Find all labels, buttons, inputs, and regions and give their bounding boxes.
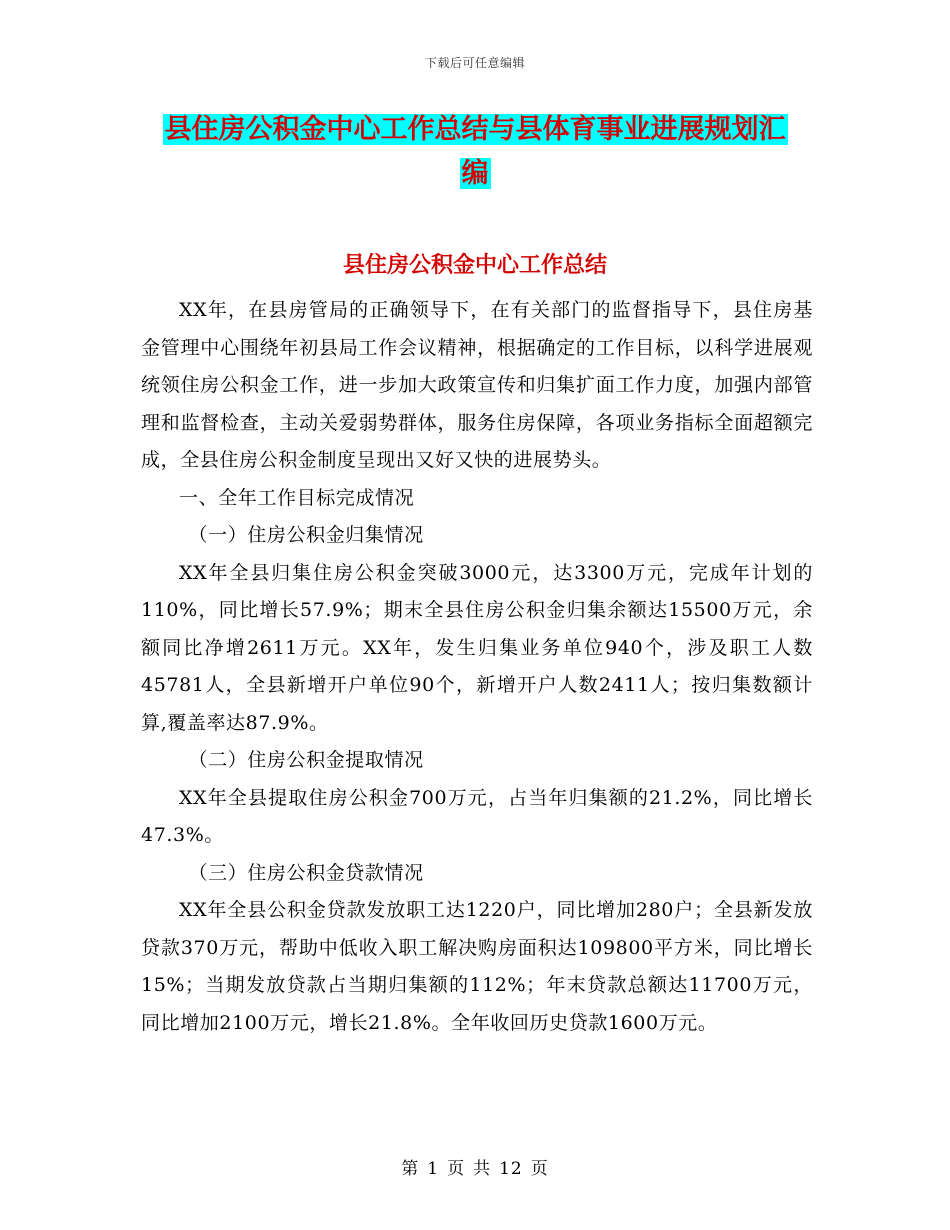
body-text <box>141 292 813 1042</box>
header-note: 下载后可任意编辑 <box>424 56 525 70</box>
subheading-withdrawal: （二）住房公积金提取情况 <box>188 749 424 771</box>
footer-mid: 页 <box>447 1159 466 1179</box>
paragraph-collection: XX年全县归集住房公积金突破3000元，达3300万元，完成年计划的110%，同比增长57.9%；期末全县住房公积金归集余额达15500万元，余额同比净增2611万元。XX年，发生归集业务单位940个，涉及职工人数45781人，全县新增开户单位90个，新增开户人数2411人；按归集数额计算,覆盖率达87.9%。 <box>141 561 813 734</box>
subheading-loans: （三）住房公积金贷款情况 <box>188 861 424 884</box>
paragraph-loans: XX年全县公积金贷款发放职工达1220户，同比增加280户；全县新发放贷款370万元，帮助中低收入职工解决购房面积达109800平方米，同比增长15%；当期发放贷款占当期归集额的112%；年末贷款总额达11700万元，同比增加2100万元，增长21.8%。全年收回历史贷款1600万元。 <box>141 899 813 1034</box>
footer-page-number: 1 <box>427 1159 440 1179</box>
document-title <box>140 108 810 196</box>
document-title-line2: 编 <box>461 158 489 189</box>
page-footer <box>0 1154 950 1179</box>
document-title-line1: 县住房公积金中心工作总结与县体育事业进展规划汇 <box>164 114 786 145</box>
footer-prefix: 第 <box>401 1159 420 1179</box>
paragraph-intro: XX年，在县房管局的正确领导下，在有关部门的监督指导下，县住房基金管理中心围绕年初县局工作会议精神，根据确定的工作目标，以科学进展观统领住房公积金工作，进一步加大政策宣传和归集扩面工作力度，加强内部管理和监督检查，主动关爱弱势群体，服务住房保障，各项业务指标全面超额完成，全县住房公积金制度呈现出又好又快的进展势头。 <box>141 299 813 471</box>
footer-total-pages: 12 <box>499 1159 523 1179</box>
heading-goals: 一、全年工作目标完成情况 <box>179 486 415 509</box>
paragraph-withdrawal: XX年全县提取住房公积金700万元，占当年归集额的21.2%，同比增长47.3%。 <box>141 786 813 846</box>
footer-suffix: 页 <box>530 1159 549 1179</box>
section-title: 县住房公积金中心工作总结 <box>342 253 607 278</box>
footer-total-prefix: 共 <box>473 1159 492 1179</box>
subheading-collection: （一）住房公积金归集情况 <box>188 524 424 546</box>
